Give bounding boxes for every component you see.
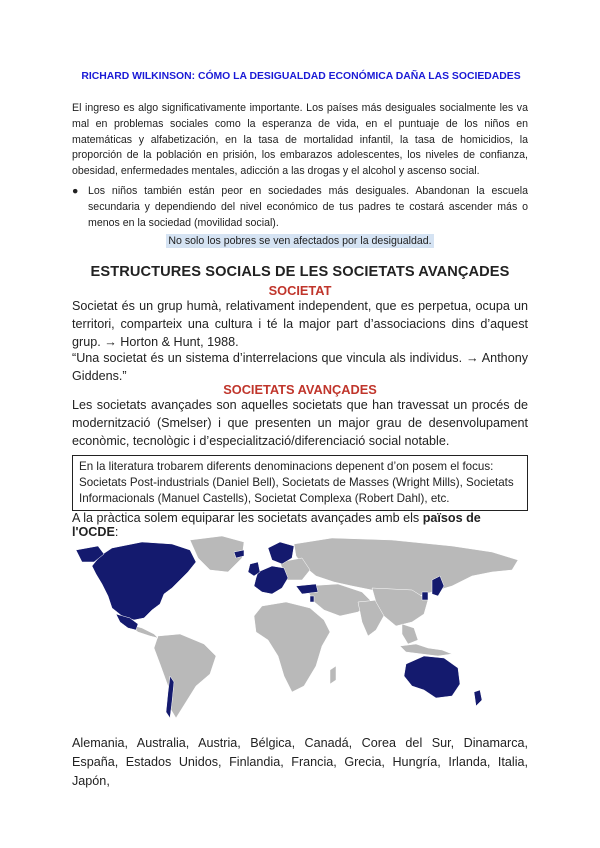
wilkinson-bullet: [72, 184, 528, 231]
oecd-suffix: :: [114, 525, 119, 539]
societat-quote: “Una societat és un sistema d’interrelacions que vincula als individus. → Anthony Giddens.”: [72, 351, 528, 383]
avancades-heading: SOCIETATS AVANÇADES: [223, 382, 377, 397]
societat-definition: Societat és un grup humà, relativament independent, que es perpetua, ocupa un territori, comparteix una cultura i té la major part d’associacions dins d’aquest grup. → Horton & Hunt, 1988.: [72, 299, 528, 349]
oecd-countries-list: Alemania, Australia, Austria, Bélgica, Canadá, Corea del Sur, Dinamarca, España, Estados Unidos, Finlandia, Francia, Grecia, Hungría, Irlanda, Italia, Japón,: [72, 736, 528, 788]
highlight-line: [72, 235, 528, 247]
highlighted-text: No solo los pobres se ven afectados por la desigualdad.: [168, 235, 432, 247]
avancades-definition: Les societats avançades son aquelles societats que han travessat un procés de modernització (Smelser) i que presenten un major grau de desenvolupament econòmic, tecnològic i d’especialització/diferenciació social notable.: [72, 398, 528, 448]
oecd-bold: països de l'OCDE: [72, 511, 481, 539]
bullet-text: Los niños también están peor en sociedades más desiguales. Abandonan la escuela secundaria y dependiendo del nivel económico de tus padres te costará ascender más o menos en la sociedad (movilidad social).: [88, 185, 528, 229]
societat-heading: SOCIETAT: [268, 283, 332, 298]
oecd-prefix: A la pràctica solem equiparar les societats avançades amb els: [72, 511, 423, 525]
oecd-line: [72, 511, 528, 539]
denominations-box: En la literatura trobarem diferents denominacions depenent d’on posem el focus: Societats Post-industrials (Daniel Bell), Societats de Masses (Wright Mills), Societats Informacionals (Manuel Castells), Societat Complexa (Robert Dahl), etc.: [72, 455, 528, 511]
oecd-world-map: [72, 536, 528, 722]
wilkinson-paragraph: El ingreso es algo significativamente importante. Los países más desiguales socialmente les va mal en problemas sociales como la esperanza de vida, en el puntuaje de los niños en matemáticas y alfabetización, en la tasa de mortalidad infantil, la tasa de homicidios, la proporción de la población en prisión, los embarazos adolescentes, los niveles de confianza, obesidad, enfermedades mentales, adicción a las drogas y el alcohol y ascenso social.: [72, 102, 528, 178]
section-heading: ESTRUCTURES SOCIALS DE LES SOCIETATS AVANÇADES: [90, 264, 510, 280]
wilkinson-title: RICHARD WILKINSON: CÓMO LA DESIGUALDAD ECONÓMICA DAÑA LAS SOCIEDADES: [81, 71, 521, 82]
bullet-icon: ●: [72, 185, 79, 197]
